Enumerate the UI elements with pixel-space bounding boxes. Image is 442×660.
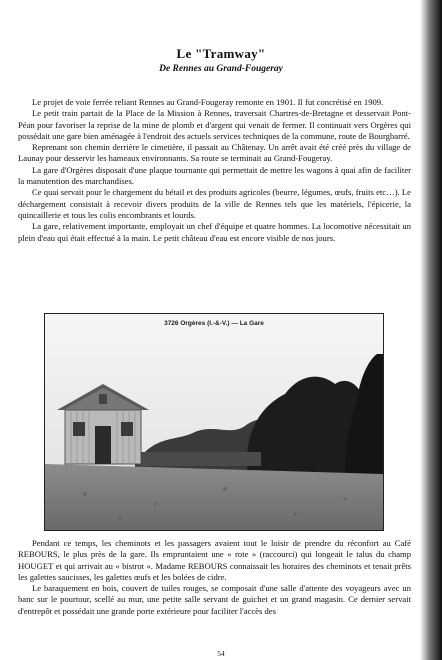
paragraph: Le baraquement en bois, couvert de tuiles rouges, se composait d'une salle d'attente des voyageurs avec un banc sur le pourtour, scellé au mur, une petite salle servant de guichet et un grand magasin. Ce dernier servait d'entrepôt et possédait une grande porte extérieure pour faciliter l'accès des [18, 583, 411, 616]
station-photo-image [45, 314, 383, 530]
photo-caption: 3726 Orgères (I.-&-V.) — La Gare [164, 320, 264, 327]
paragraph: Pendant ce temps, les cheminots et les passagers avaient tout le loisir de prendre du réconfort au Café REBOURS, le plus près de la gare. Ils empruntaient une « rote » (raccourci) qui longeait le talus du champ HOUGET et qui arrivait au « bistrot ». Madame REBOURS connaissait les horaires des cheminots et tenait prêts les galettes saucisses, les galettes œufs et les bolées de cidre. [18, 538, 411, 582]
scan-binding-shadow [420, 0, 442, 660]
page-number: 54 [217, 649, 225, 658]
paragraph: Le petit train partait de la Place de la Mission à Rennes, traversait Chartres-de-Bretagne et desservait Pont-Péan pour favoriser la reprise de la mine de plomb et d'argent qui venait de fermer. Il continuait vers Orgères qui possédait une gare bien aménagée à l'endroit des actuels services techniques de la commune, route de Bourgbarré. [18, 108, 411, 141]
paragraph: Ce quai servait pour le chargement du bétail et des produits agricoles (beurre, légumes, œufs, fruits etc…). Le déchargement consistait à recevoir divers produits de la ville de Rennes tels que les matériels, l'épicerie, la quincaillerie et tous les colis encombrants et lourds. [18, 187, 411, 220]
text-block-bottom [18, 538, 411, 617]
paragraph: La gare, relativement importante, employait un chef d'équipe et quatre hommes. La locomotive nécessitait un plein d'eau qui était effectué à la main. Le petit château d'eau est encore visible de nos jours. [18, 221, 411, 243]
text-block-top [18, 97, 411, 244]
paragraph: Reprenant son chemin derrière le cimetière, il passait au Châtenay. Un arrêt avait été créé près du village de Launay pour desservir les hameaux environnants. Sa route se terminait au Grand-Fougeray. [18, 142, 411, 164]
station-photo [44, 313, 384, 531]
paragraph: La gare d'Orgères disposait d'une plaque tournante qui permettait de mettre les wagons à quai afin de faciliter la manutention des marchandises. [18, 164, 411, 187]
paragraph: Le projet de voie ferrée reliant Rennes au Grand-Fougeray remonte en 1901. Il fut concrétisé en 1909. [32, 97, 384, 107]
page-subtitle: De Rennes au Grand-Fougeray [159, 64, 283, 74]
page-title: Le "Tramway" [176, 46, 266, 61]
